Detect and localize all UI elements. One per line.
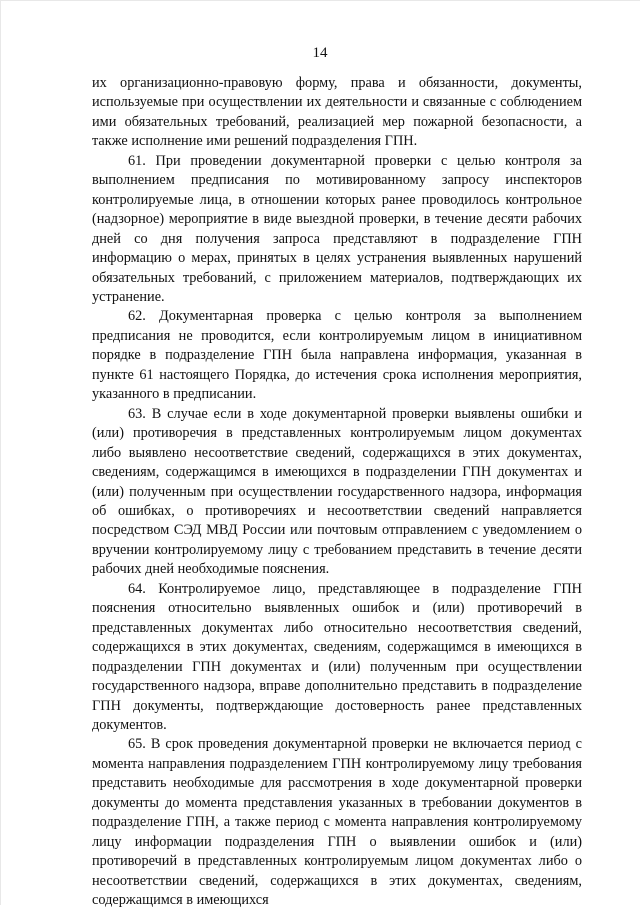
page-number: 14 xyxy=(312,45,328,61)
page-edge-top xyxy=(0,0,640,1)
paragraph-61: 61. При проведении документарной проверки с целью контроля за выполнением предписания по мотивированному запросу инспекторов контролируемые лица, в отношении которых ранее проводилось контрольное (надзорное) мероприятие в виде выездной проверки, в течение десяти рабочих дней со дня получения запроса представляют в подразделение ГПН информацию о мерах, принятых в целях устранения выявленных нарушений обязательных требований, с приложением материалов, подтверждающих их устранение. xyxy=(92,152,582,305)
paragraph-64: 64. Контролируемое лицо, представляющее в подразделение ГПН пояснения относительно выявленных ошибок и (или) противоречий в представленных документах либо относительно несоответствия сведений, содержащихся в этих документах, сведениям, содержащимся в имеющихся в подразделении ГПН документах и (или) полученным при осуществлении государственного надзора, вправе дополнительно представить в подразделение ГПН документы, подтверждающие достоверность ранее представленных документов. xyxy=(92,580,582,733)
paragraph-63: 63. В случае если в ходе документарной проверки выявлены ошибки и (или) противоречия в представленных контролируемым лицом документах либо выявлено несоответствие сведений, содержащихся в этих документах, сведениям, содержащимся в имеющихся в подразделении ГПН документах и (или) полученным при осуществлении государственного надзора, информация об ошибках, о противоречиях и несоответствии сведений направляется посредством СЭД МВД России или почтовым отправлением с уведомлением о вручении контролируемому лицу с требованием представить в течение десяти рабочих дней необходимые пояснения. xyxy=(92,405,582,578)
page-edge-left xyxy=(0,0,1,905)
paragraph-continuation: их организационно-правовую форму, права и обязанности, документы, используемые при осуществлении их деятельности и связанные с соблюдением ими обязательных требований, реализацией мер пожарной безопасности, а также исполнение ими решений подразделения ГПН. xyxy=(92,75,582,150)
document-body xyxy=(92,74,582,910)
paragraph-62: 62. Документарная проверка с целью контроля за выполнением предписания не проводится, если контролируемым лицом в инициативном порядке в подразделение ГПН была направлена информация, указанная в пункте 61 настоящего Порядка, до истечения срока исполнения мероприятия, указанного в предписании. xyxy=(92,308,582,403)
paragraph-65: 65. В срок проведения документарной проверки не включается период с момента направления подразделением ГПН контролируемому лицу требования представить необходимые для рассмотрения в ходе документарной проверки документы до момента представления указанных в требовании документов в подразделение ГПН, а также период с момента направления контролируемому лицу информации подразделения ГПН о выявлении ошибок и (или) противоречий в представленных контролируемым лицом документах либо о несоответствии сведений, содержащихся в этих документах, сведениям, содержащимся в имеющихся xyxy=(92,736,582,909)
